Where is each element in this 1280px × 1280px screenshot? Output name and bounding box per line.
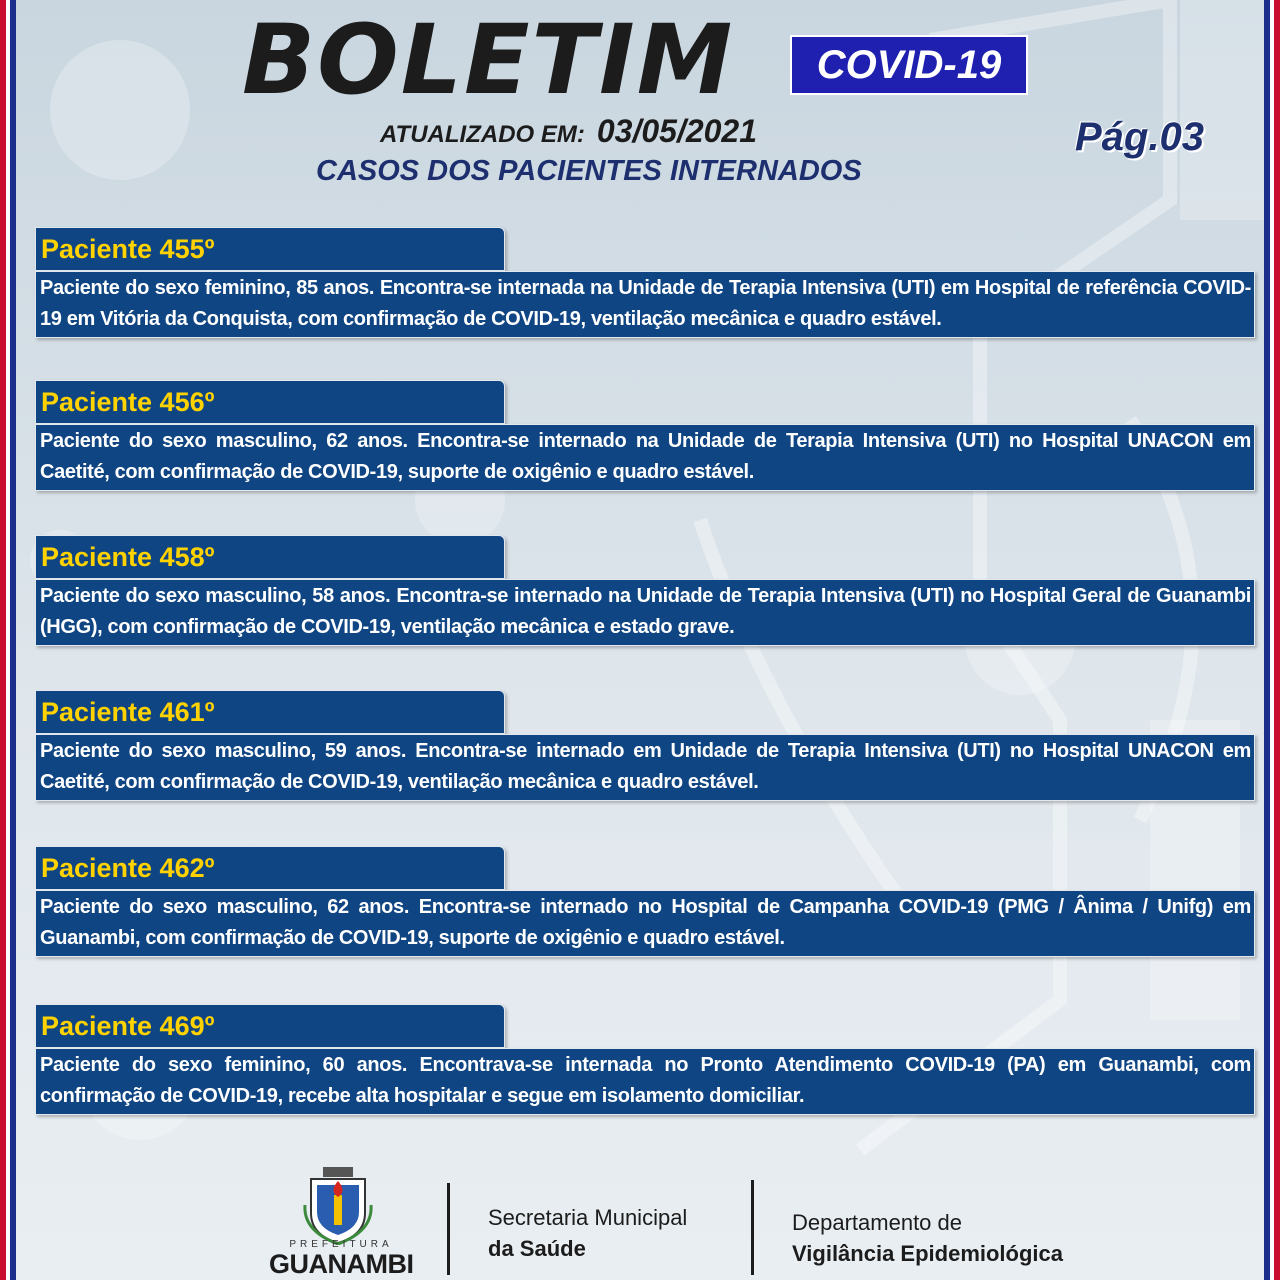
footer-divider	[447, 1183, 450, 1275]
patient-card	[35, 846, 1255, 957]
patient-description: Paciente do sexo feminino, 85 anos. Encontra-se internada na Unidade de Terapia Intensiva (UTI) em Hospital de referência COVID-19 em Vitória da Conquista, com confirmação de COVID-19, ventilação mecânica e quadro estável.	[35, 271, 1255, 338]
covid-badge: COVID-19	[790, 35, 1028, 95]
brand-caption: PREFEITURA	[289, 1239, 393, 1250]
patient-card	[35, 227, 1255, 338]
footer	[0, 1165, 1280, 1280]
epidemiology-department-line2: Vigilância Epidemiológica	[792, 1241, 1064, 1266]
patient-card	[35, 1004, 1255, 1115]
health-secretariat-line1: Secretaria Municipal	[488, 1205, 688, 1230]
patient-title: Paciente 458º	[35, 535, 505, 579]
right-flag-border	[1264, 0, 1280, 1280]
patient-title: Paciente 469º	[35, 1004, 505, 1048]
patient-description: Paciente do sexo masculino, 62 anos. Encontra-se internado na Unidade de Terapia Intensiva (UTI) no Hospital UNACON em Caetité, com confirmação de COVID-19, suporte de oxigênio e quadro estável.	[35, 424, 1255, 491]
health-secretariat-line2: da Saúde	[488, 1236, 586, 1261]
patient-card	[35, 690, 1255, 801]
updated-line	[380, 113, 757, 150]
health-secretariat	[488, 1202, 687, 1264]
updated-label: ATUALIZADO EM:	[380, 121, 585, 148]
patient-description: Paciente do sexo masculino, 59 anos. Encontra-se internado em Unidade de Terapia Intensiva (UTI) no Hospital UNACON em Caetité, com confirmação de COVID-19, ventilação mecânica e quadro estável.	[35, 734, 1255, 801]
epidemiology-department	[792, 1207, 1063, 1269]
left-flag-border	[0, 0, 16, 1280]
brand-name: GUANAMBI	[269, 1249, 414, 1279]
city-emblem-icon	[303, 1165, 373, 1245]
patient-title: Paciente 462º	[35, 846, 505, 890]
patient-description: Paciente do sexo masculino, 58 anos. Encontra-se internado na Unidade de Terapia Intensiva (UTI) no Hospital Geral de Guanambi (HGG), com confirmação de COVID-19, ventilação mecânica e estado grave.	[35, 579, 1255, 646]
page-number: Pág.03	[1075, 115, 1204, 159]
patient-card	[35, 380, 1255, 491]
footer-divider	[751, 1180, 754, 1275]
patient-title: Paciente 455º	[35, 227, 505, 271]
section-subtitle: CASOS DOS PACIENTES INTERNADOS	[316, 155, 862, 187]
epidemiology-department-line1: Departamento de	[792, 1210, 962, 1235]
patient-card	[35, 535, 1255, 646]
updated-date: 03/05/2021	[596, 113, 758, 149]
patient-description: Paciente do sexo masculino, 62 anos. Encontra-se internado no Hospital de Campanha COVID-19 (PMG / Ânima / Unifg) em Guanambi, com confirmação de COVID-19, suporte de oxigênio e quadro estável.	[35, 890, 1255, 957]
patient-title: Paciente 456º	[35, 380, 505, 424]
patient-description: Paciente do sexo feminino, 60 anos. Encontrava-se internada no Pronto Atendimento COVID-19 (PA) em Guanambi, com confirmação de COVID-19, recebe alta hospitalar e segue em isolamento domiciliar.	[35, 1048, 1255, 1115]
patient-title: Paciente 461º	[35, 690, 505, 734]
bulletin-title: BOLETIM	[242, 4, 735, 116]
